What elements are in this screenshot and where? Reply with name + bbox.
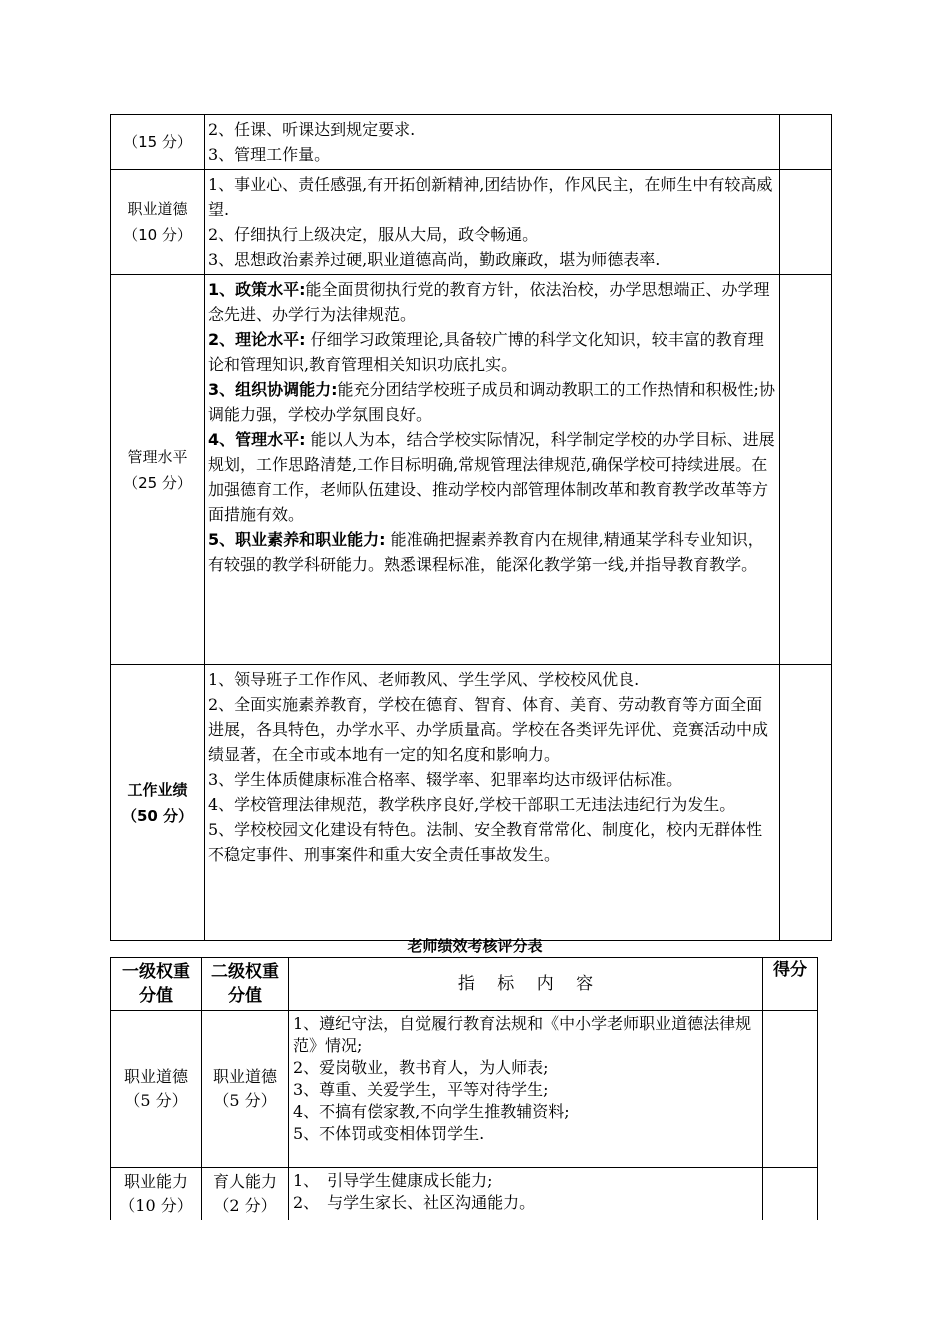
- table-row: [111, 275, 832, 665]
- level2-score: （2 分）: [213, 1195, 277, 1215]
- category-score: （10 分）: [123, 226, 192, 244]
- indicator-item: 3、尊重、关爱学生，平等对待学生;: [293, 1080, 549, 1099]
- criteria-label: 1、政策水平:: [208, 280, 306, 299]
- level1-score: （10 分）: [119, 1195, 193, 1215]
- criteria-cell: [205, 665, 780, 941]
- category-name: 工作业绩: [127, 780, 188, 799]
- table-row: [111, 170, 832, 275]
- level1-score: （5 分）: [124, 1091, 188, 1110]
- category-score: （25 分）: [123, 473, 192, 492]
- header-level1: [111, 958, 202, 1011]
- criteria-label: 4、管理水平:: [208, 430, 306, 449]
- category-cell: [111, 275, 205, 665]
- criteria-cell: [205, 170, 780, 275]
- criteria-item: [208, 527, 775, 577]
- criteria-item: 1、事业心、责任感强,有开拓创新精神,团结协作，作风民主，在师生中有较高威望.: [208, 175, 773, 219]
- indicator-item: 5、不体罚或变相体罚学生.: [293, 1124, 485, 1143]
- table-row: [111, 1168, 818, 1220]
- header-level1-line2: 分值: [139, 986, 173, 1006]
- category-score: （50 分）: [121, 806, 194, 825]
- header-row: [111, 958, 818, 1011]
- criteria-item: [208, 427, 775, 527]
- criteria-text: 能以人为本，结合学校实际情况，科学制定学校的办学目标、进展规划，工作思路清楚,工作目标明确,常规管理法律规范,确保学校可持续进展。在加强德育工作，老师队伍建设、推动学校内部管理体制改革和教育教学改革等方面措施有效。: [208, 430, 775, 524]
- level1-cell: [111, 1011, 202, 1168]
- level2-cell: [202, 1168, 289, 1220]
- category-cell: [111, 665, 205, 941]
- criteria-item: [208, 327, 775, 377]
- criteria-item: [208, 277, 775, 327]
- header-score: 得分: [763, 958, 818, 1011]
- header-indicator: 指 标 内 容: [289, 958, 763, 1011]
- level1-name: 职业能力: [123, 1171, 188, 1191]
- criteria-text: 仔细学习政策理论,具备较广博的科学文化知识，较丰富的教育理论和管理知识,教育管理相关知识功底扎实。: [208, 330, 764, 374]
- teacher-assessment-table: [110, 957, 818, 1220]
- header-level2: [202, 958, 289, 1011]
- category-cell: [111, 170, 205, 275]
- criteria-text: 能充分团结学校班子成员和调动教职工的工作热情和积极性;协调能力强，学校办学氛围良好。: [208, 380, 775, 424]
- level1-name: 职业道德: [123, 1067, 188, 1086]
- criteria-cell: [205, 115, 780, 170]
- criteria-item: [208, 377, 775, 427]
- teacher-table-title: 老师绩效考核评分表: [407, 937, 543, 955]
- indicator-cell: [289, 1168, 763, 1220]
- indicator-cell: [289, 1011, 763, 1168]
- indicator-item: 1、遵纪守法，自觉履行教育法规和《中小学老师职业道德法律规范》情况;: [293, 1014, 752, 1055]
- criteria-item: 3、学生体质健康标准合格率、辍学率、犯罪率均达市级评估标准。: [208, 770, 683, 789]
- criteria-label: 5、职业素养和职业能力:: [208, 530, 386, 549]
- principal-assessment-table: [110, 114, 832, 941]
- criteria-cell: [205, 275, 780, 665]
- score-cell[interactable]: [780, 115, 832, 170]
- score-cell[interactable]: [763, 1168, 818, 1220]
- category-name: 职业道德: [127, 200, 188, 218]
- criteria-item: 5、学校校园文化建设有特色。法制、安全教育常常化、制度化，校内无群体性不稳定事件、刑事案件和重大安全责任事故发生。: [208, 820, 763, 864]
- indicator-item: 4、不搞有偿家教,不向学生推教辅资料;: [293, 1102, 570, 1121]
- header-level2-line1: 二级权重: [211, 962, 279, 982]
- criteria-label: 3、组织协调能力:: [208, 380, 338, 399]
- indicator-item: 2、 与学生家长、社区沟通能力。: [293, 1193, 536, 1212]
- table-row: [111, 1011, 818, 1168]
- table-row: [111, 115, 832, 170]
- criteria-text: 能准确把握素养教育内在规律,精通某学科专业知识，有较强的教学科研能力。熟悉课程标准，能深化教学第一线,并指导教育教学。: [208, 530, 764, 574]
- score-cell[interactable]: [780, 665, 832, 941]
- level2-name: 职业道德: [212, 1067, 277, 1086]
- criteria-item: 2、任课、听课达到规定要求.: [208, 120, 416, 139]
- criteria-item: 4、学校管理法律规范，教学秩序良好,学校干部职工无违法违纪行为发生。: [208, 795, 736, 814]
- level1-cell: [111, 1168, 202, 1220]
- criteria-item: 3、管理工作量。: [208, 145, 331, 164]
- criteria-item: 1、领导班子工作作风、老师教风、学生学风、学校校风优良.: [208, 670, 640, 689]
- score-cell[interactable]: [763, 1011, 818, 1168]
- category-name: 管理水平: [127, 447, 188, 466]
- criteria-text: 能全面贯彻执行党的教育方针，依法治校，办学思想端正、办学理念先进、办学行为法律规范。: [208, 280, 770, 324]
- criteria-item: 2、全面实施素养教育，学校在德育、智育、体育、美育、劳动教育等方面全面进展，各具特色，办学水平、办学质量高。学校在各类评先评优、竞赛活动中成绩显著，在全市或本地有一定的知名度和影响力。: [208, 695, 769, 764]
- level2-score: （5 分）: [213, 1091, 277, 1110]
- level2-cell: [202, 1011, 289, 1168]
- criteria-label: 2、理论水平:: [208, 330, 306, 349]
- indicator-item: 2、爱岗敬业，教书育人，为人师表;: [293, 1058, 549, 1077]
- header-level2-line2: 分值: [228, 986, 262, 1006]
- score-cell[interactable]: [780, 275, 832, 665]
- category-score: （15 分）: [123, 133, 192, 151]
- score-cell[interactable]: [780, 170, 832, 275]
- level2-name: 育人能力: [212, 1171, 277, 1191]
- table-row: [111, 665, 832, 941]
- header-level1-line1: 一级权重: [122, 962, 190, 982]
- indicator-item: 1、 引导学生健康成长能力;: [293, 1171, 493, 1190]
- criteria-item: 2、仔细执行上级决定，服从大局，政令畅通。: [208, 225, 539, 244]
- criteria-item: 3、思想政治素养过硬,职业道德高尚，勤政廉政，堪为师德表率.: [208, 250, 661, 269]
- category-cell: [111, 115, 205, 170]
